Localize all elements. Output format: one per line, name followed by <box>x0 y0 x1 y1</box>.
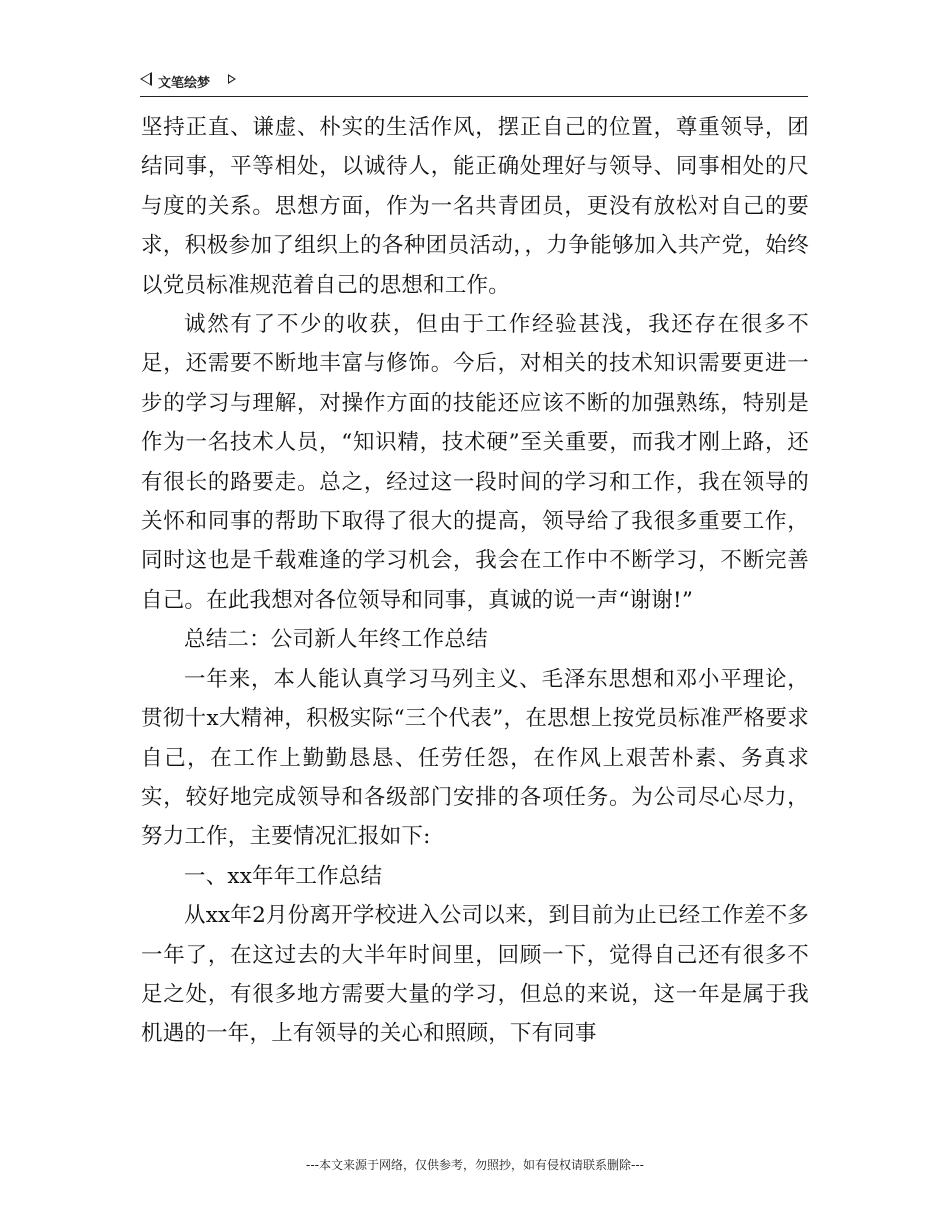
paragraph: 诚然有了不少的收获，但由于工作经验甚浅，我还存在很多不足，还需要不断地丰富与修饰。今后，对相关的技术知识需要更进一步的学习与理解，对操作方面的技能还应该不断的加强熟练，特别是作为一名技术人员，“知识精，技术硬”至关重要，而我才刚上路，还有很长的路要走。总之，经过这一段时间的学习和工作，我在领导的关怀和同事的帮助下取得了很大的提高，领导给了我很多重要工作，同时这也是千载难逢的学习机会，我会在工作中不断学习，不断完善自己。在此我想对各位领导和同事，真诚的说一声“谢谢!” <box>141 312 809 613</box>
paragraph: 坚持正直、谦虚、朴实的生活作风，摆正自己的位置，尊重领导，团结同事，平等相处，以诚待人，能正确处理好与领导、同事相处的尺与度的关系。思想方面，作为一名共青团员，更没有放松对自己的要求，积极参加了组织上的各种团员活动，，力争能够加入共产党，始终以党员标准规范着自己的思想和工作。 <box>141 115 809 298</box>
section-heading: 一、xx年年工作总结 <box>184 863 383 889</box>
paragraph: 一年来，本人能认真学习马列主义、毛泽东思想和邓小平理论，贯彻十x大精神，积极实际“三个代表”，在思想上按党员标准严格要求自己，在工作上勤勤恳恳、任劳任怨，在作风上艰苦朴素、务真求实，较好地完成领导和各级部门安排的各项任务。为公司尽心尽力，努力工作，主要情况汇报如下: <box>141 666 809 850</box>
page-footer: ---本文来源于网络，仅供参考，勿照抄，如有侵权请联系删除--- <box>306 1158 644 1172</box>
page-header <box>140 70 808 97</box>
document-body <box>141 108 809 1054</box>
paragraph: 从xx年2月份离开学校进入公司以来，到目前为止已经工作差不多一年了，在这过去的大半年时间里，回顾一下，觉得自己还有很多不足之处，有很多地方需要大量的学习，但总的来说，这一年是属于我机遇的一年，上有领导的关心和照顾，下有同事 <box>141 903 809 1047</box>
header-title: 文笔绘梦 <box>158 76 211 91</box>
section-heading: 总结二：公司新人年终工作总结 <box>184 627 488 653</box>
left-triangle-icon <box>140 72 152 86</box>
right-triangle-icon <box>228 74 236 84</box>
